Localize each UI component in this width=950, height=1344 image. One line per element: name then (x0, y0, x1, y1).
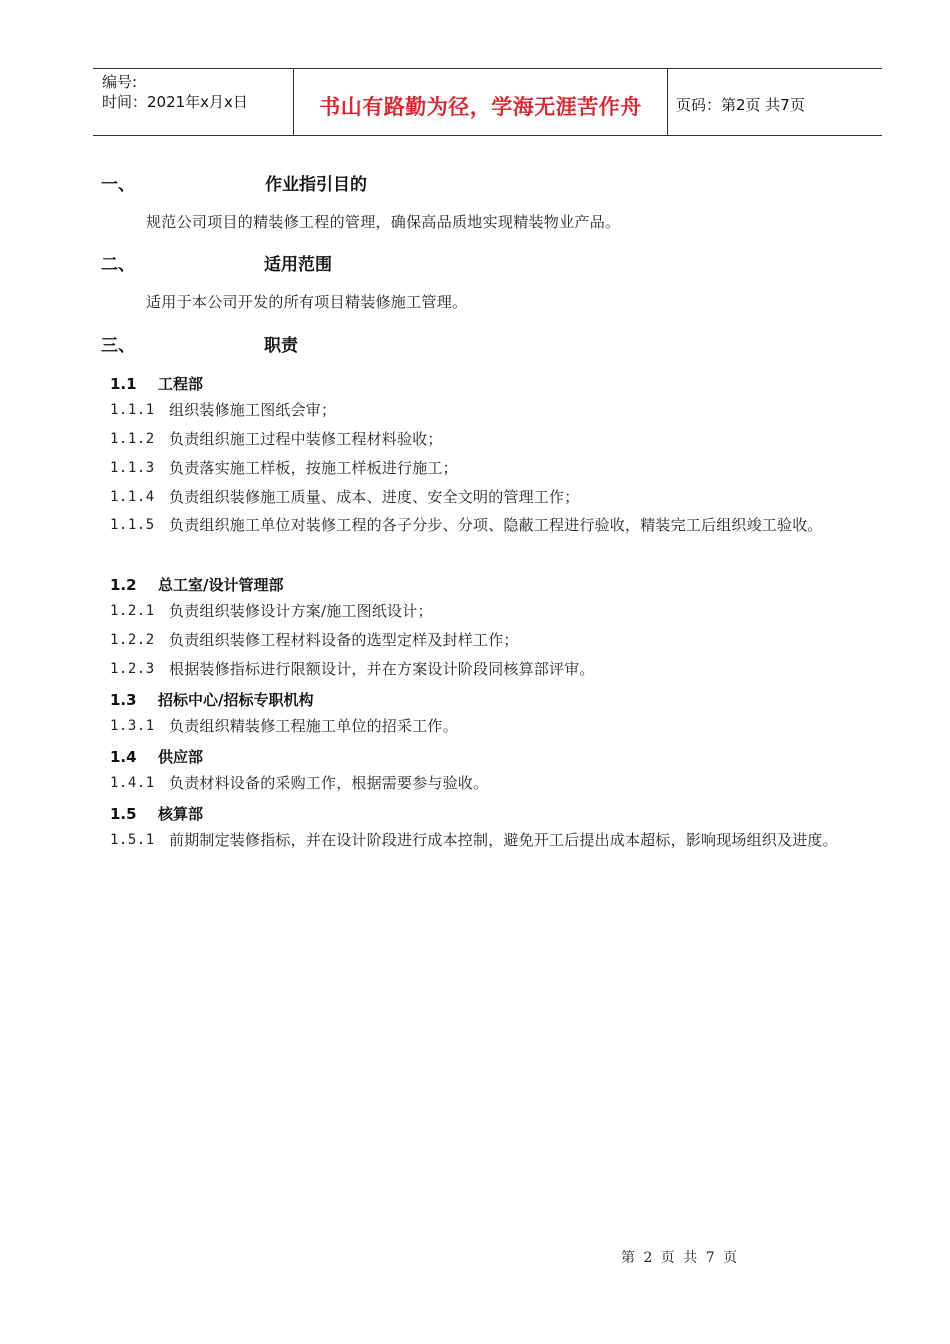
motto-text: 书山有路勤为径，学海无涯苦作舟 (319, 95, 642, 119)
header-info-cell (93, 69, 293, 135)
duty-item (110, 396, 870, 425)
duty-item (110, 769, 870, 798)
duty-item-text: 负责落实施工样板，按施工样板进行施工； (169, 459, 458, 477)
duty-group-number: 1.2 (110, 576, 137, 594)
duty-item-number: 1.1.5 (110, 517, 155, 533)
duty-group-title: 总工室/设计管理部 (158, 576, 284, 594)
section-title: 适用范围 (264, 255, 332, 275)
duty-group-tendering (110, 689, 313, 710)
duty-item (110, 655, 870, 684)
section-paragraph-scope: 适用于本公司开发的所有项目精装修施工管理。 (146, 293, 468, 311)
document-header (93, 68, 882, 136)
header-page-label: 页码：第2页 共7页 (676, 96, 805, 114)
section-number: 三、 (101, 336, 135, 356)
duty-item (110, 597, 870, 626)
duty-item (110, 712, 870, 741)
document-time-label: 时间：2021年x月x日 (102, 93, 248, 111)
duty-item (110, 511, 870, 540)
section-heading-scope (101, 250, 332, 275)
section-number: 二、 (101, 255, 135, 275)
duty-item-text: 组织装修施工图纸会审； (169, 401, 337, 419)
duty-group-number: 1.3 (110, 691, 137, 709)
page-footer-number: 第 2 页 共 7 页 (621, 1250, 740, 1266)
duty-group-title: 核算部 (158, 805, 204, 823)
duty-item (110, 454, 870, 483)
section-heading-duties (101, 331, 298, 356)
duty-item-number: 1.2.3 (110, 661, 155, 677)
duty-group-engineering (110, 373, 203, 394)
duty-item-number: 1.1.3 (110, 460, 155, 476)
duty-item-text: 负责组织施工过程中装修工程材料验收； (169, 430, 443, 448)
duty-group-title: 工程部 (158, 375, 204, 393)
section-title: 职责 (264, 336, 298, 356)
duty-item-text: 根据装修指标进行限额设计，并在方案设计阶段同核算部评审。 (169, 660, 595, 678)
duty-item-text: 负责组织精装修工程施工单位的招采工作。 (169, 717, 458, 735)
duty-group-design (110, 574, 283, 595)
duty-group-cost-accounting (110, 803, 203, 824)
section-number: 一、 (101, 175, 135, 195)
duty-item-text: 负责组织施工单位对装修工程的各子分步、分项、隐蔽工程进行验收，精装完工后组织竣工验收。 (169, 516, 823, 534)
duty-item (110, 483, 870, 512)
duty-item-number: 1.4.1 (110, 775, 155, 791)
duty-item-text: 前期制定装修指标，并在设计阶段进行成本控制，避免开工后提出成本超标，影响现场组织及进度。 (169, 831, 838, 849)
duty-group-number: 1.5 (110, 805, 137, 823)
duty-item-number: 1.1.4 (110, 489, 155, 505)
duty-item-text: 负责组织装修施工质量、成本、进度、安全文明的管理工作； (169, 488, 580, 506)
duty-item-text: 负责材料设备的采购工作，根据需要参与验收。 (169, 774, 489, 792)
duty-item (110, 826, 870, 855)
duty-item-number: 1.3.1 (110, 718, 155, 734)
section-paragraph-purpose: 规范公司项目的精装修工程的管理，确保高品质地实现精装物业产品。 (146, 213, 621, 231)
duty-item-number: 1.5.1 (110, 832, 155, 848)
duty-item-number: 1.2.1 (110, 603, 155, 619)
header-page-cell (666, 69, 882, 135)
duty-group-number: 1.1 (110, 375, 137, 393)
duty-group-title: 供应部 (158, 748, 204, 766)
duty-item-text: 负责组织装修工程材料设备的选型定样及封样工作； (169, 631, 519, 649)
document-number-label: 编号: (102, 73, 138, 91)
duty-item (110, 626, 870, 655)
duty-item (110, 425, 870, 454)
header-motto-cell (293, 69, 668, 135)
duty-item-text: 负责组织装修设计方案/施工图纸设计； (169, 602, 433, 620)
duty-item-number: 1.1.1 (110, 402, 155, 418)
duty-group-title: 招标中心/招标专职机构 (158, 691, 314, 709)
duty-group-supply (110, 746, 203, 767)
duty-item-number: 1.2.2 (110, 632, 155, 648)
section-heading-purpose (101, 170, 367, 195)
section-title: 作业指引目的 (265, 175, 367, 195)
duty-group-number: 1.4 (110, 748, 137, 766)
duty-item-number: 1.1.2 (110, 431, 155, 447)
